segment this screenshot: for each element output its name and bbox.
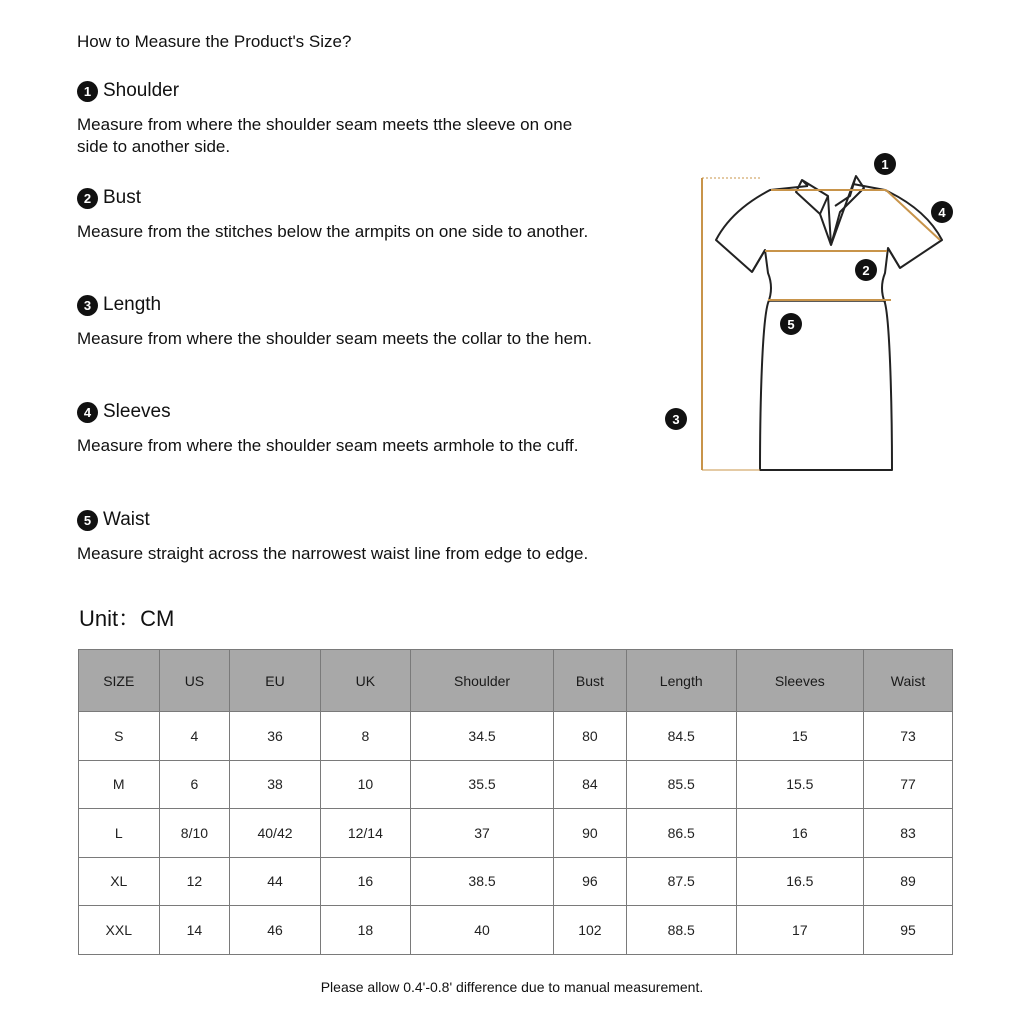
section-sleeves (77, 399, 617, 457)
table-cell: 90 (554, 809, 627, 858)
table-cell: 73 (864, 712, 953, 761)
section-title: Sleeves (103, 401, 171, 422)
section-title: Bust (103, 187, 142, 208)
table-cell: 8 (320, 712, 410, 761)
table-cell: 15.5 (736, 760, 863, 809)
table-cell: 102 (554, 906, 627, 955)
table-cell: 96 (554, 857, 627, 906)
table-cell: 80 (554, 712, 627, 761)
section-description: Measure from the stitches below the armpits on one side to another. (77, 222, 589, 241)
section-heading (77, 399, 617, 425)
table-cell: 84.5 (626, 712, 736, 761)
table-header-row (79, 650, 953, 712)
svg-text:1: 1 (881, 157, 889, 172)
measurement-footnote: Please allow 0.4'-0.8' difference due to manual measurement. (320, 979, 704, 995)
section-description: Measure from where the shoulder seam meets the collar to the hem. (77, 329, 592, 348)
section-description: Measure from where the shoulder seam meets tthe sleeve on one side to another side. (77, 115, 573, 156)
table-cell: 85.5 (626, 760, 736, 809)
table-cell: XL (79, 857, 160, 906)
section-heading (77, 185, 617, 211)
table-cell: 77 (864, 760, 953, 809)
section-title: Length (103, 294, 162, 315)
marker-5 (780, 313, 802, 335)
table-cell: 35.5 (411, 760, 554, 809)
unit-label: Unit：CM (79, 606, 175, 631)
marker-4 (931, 201, 953, 223)
table-cell: 16.5 (736, 857, 863, 906)
table-cell: 95 (864, 906, 953, 955)
table-cell: 34.5 (411, 712, 554, 761)
dress-measurement-diagram (660, 148, 980, 478)
table-cell: 15 (736, 712, 863, 761)
column-header: UK (320, 650, 410, 712)
column-header: Bust (554, 650, 627, 712)
number-badge: 4 (77, 402, 98, 423)
dress-outline-icon (716, 176, 942, 470)
table-cell: 46 (230, 906, 320, 955)
section-title: Waist (103, 509, 150, 530)
section-title: Shoulder (103, 80, 180, 101)
table-cell: L (79, 809, 160, 858)
section-shoulder (77, 78, 617, 158)
marker-2 (855, 259, 877, 281)
table-cell: 6 (159, 760, 230, 809)
table-cell: 84 (554, 760, 627, 809)
table-cell: 89 (864, 857, 953, 906)
table-row (79, 857, 953, 906)
size-chart-table (78, 649, 953, 955)
table-cell: 16 (736, 809, 863, 858)
table-cell: 83 (864, 809, 953, 858)
measurement-lines (702, 178, 940, 470)
table-cell: 14 (159, 906, 230, 955)
number-badge: 1 (77, 81, 98, 102)
table-cell: 36 (230, 712, 320, 761)
table-cell: 16 (320, 857, 410, 906)
column-header: Waist (864, 650, 953, 712)
column-header: EU (230, 650, 320, 712)
section-heading (77, 292, 617, 318)
section-bust (77, 185, 617, 243)
table-row (79, 760, 953, 809)
section-heading (77, 507, 617, 533)
table-cell: 18 (320, 906, 410, 955)
table-cell: 4 (159, 712, 230, 761)
column-header: SIZE (79, 650, 160, 712)
table-cell: XXL (79, 906, 160, 955)
section-waist (77, 507, 617, 565)
column-header: Shoulder (411, 650, 554, 712)
marker-1 (874, 153, 896, 175)
section-description: Measure straight across the narrowest waist line from edge to edge. (77, 544, 589, 563)
number-badge: 3 (77, 295, 98, 316)
number-badge: 5 (77, 510, 98, 531)
number-badge: 2 (77, 188, 98, 209)
table-cell: 40 (411, 906, 554, 955)
svg-text:3: 3 (672, 412, 680, 427)
svg-text:4: 4 (938, 205, 946, 220)
table-cell: 87.5 (626, 857, 736, 906)
table-cell: 38 (230, 760, 320, 809)
table-cell: 86.5 (626, 809, 736, 858)
table-cell: 10 (320, 760, 410, 809)
section-heading (77, 78, 617, 104)
column-header: Sleeves (736, 650, 863, 712)
table-cell: 12/14 (320, 809, 410, 858)
table-row (79, 906, 953, 955)
section-length (77, 292, 617, 350)
svg-text:2: 2 (862, 263, 870, 278)
column-header: US (159, 650, 230, 712)
table-cell: 38.5 (411, 857, 554, 906)
table-cell: 44 (230, 857, 320, 906)
table-cell: 40/42 (230, 809, 320, 858)
table-cell: 88.5 (626, 906, 736, 955)
table-row (79, 809, 953, 858)
table-cell: S (79, 712, 160, 761)
marker-3 (665, 408, 687, 430)
column-header: Length (626, 650, 736, 712)
table-cell: M (79, 760, 160, 809)
page-title: How to Measure the Product's Size? (77, 32, 352, 51)
table-cell: 12 (159, 857, 230, 906)
table-cell: 8/10 (159, 809, 230, 858)
section-description: Measure from where the shoulder seam meets armhole to the cuff. (77, 436, 579, 455)
table-cell: 37 (411, 809, 554, 858)
table-cell: 17 (736, 906, 863, 955)
svg-text:5: 5 (787, 317, 795, 332)
table-row (79, 712, 953, 761)
